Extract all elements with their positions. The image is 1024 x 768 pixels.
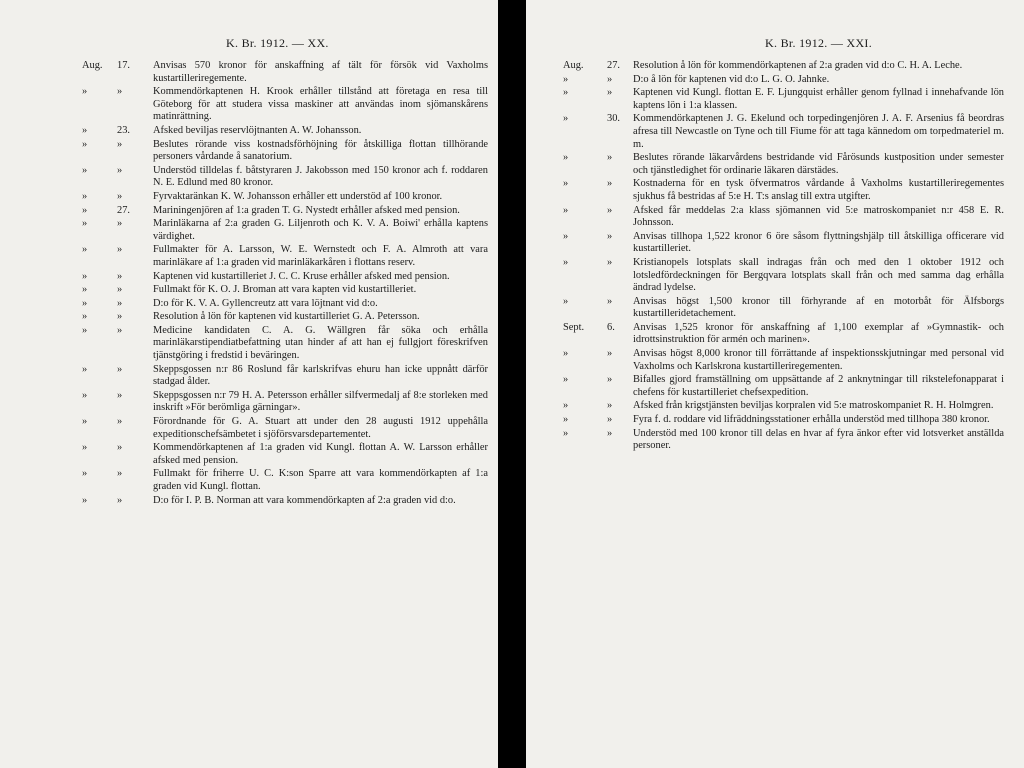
entry-day: 27. <box>607 60 620 71</box>
entry-day: » <box>117 218 123 230</box>
entry-text: Marinläkarna af 2:a graden G. Liljenroth och K. V. A. Boiwi' erhålla kaptens värdighet. <box>153 218 488 242</box>
entry-row <box>563 414 1004 427</box>
entry-text: Kristianopels lotsplats skall indragas från och med den 1 oktober 1912 och lotsledfördeckningen för Bergqvara lotsplats skall från och med samma dag erhålla ändrad lydelse. <box>633 256 1004 294</box>
entry-text: Resolution å lön för kommendörkaptenen af 2:a graden vid d:o C. H. A. Leche. <box>633 60 963 71</box>
entry-month: » <box>563 295 569 307</box>
entry-row <box>82 86 488 124</box>
entry-month: » <box>82 204 88 216</box>
entry-day: » <box>607 230 613 242</box>
entry-month: Aug. <box>563 60 584 71</box>
entry-text: Kommendörkaptenen J. G. Ekelund och torpedingenjören J. A. F. Arsenius få beordras afresa till Newcastle on Tyne och till Fiume för att taga kännedom om torpedmateriel m. m. <box>633 113 1004 150</box>
entry-day: » <box>607 152 613 164</box>
entry-month: » <box>82 270 88 282</box>
entry-text: Understöd med 100 kronor till delas en hvar af fyra änkor efter vid lotsverket anställda personer. <box>633 427 1004 452</box>
entry-month: Sept. <box>563 321 585 333</box>
entry-day: » <box>117 389 123 401</box>
entry-row <box>82 244 488 269</box>
entry-row <box>563 205 1004 230</box>
entry-list <box>563 60 1004 453</box>
entry-month: » <box>563 414 569 426</box>
right-page <box>526 0 1024 768</box>
entry-day: » <box>607 295 613 307</box>
entry-month: » <box>82 218 88 230</box>
entry-row <box>563 428 1004 453</box>
entry-text: Afsked får meddelas 2:a klass sjömannen vid 5:e matroskompaniet n:r 458 E. R. Johnsson. <box>633 204 1004 229</box>
entry-text: Bifalles gjord framställning om uppsättande af 2 anknytningar till rikstelefonapparat i chefens för kustartilleriet chefsexpedition. <box>633 374 1004 398</box>
entry-day: » <box>117 270 123 282</box>
entry-month: » <box>82 468 88 480</box>
entry-month: » <box>82 494 88 506</box>
entry-text: Beslutes rörande viss kostnadsförhöjning för åtskilliga flottan tillhörande personers vårdande å sanatorium. <box>153 138 488 163</box>
entry-row <box>82 390 488 415</box>
entry-day: » <box>117 284 123 296</box>
entry-day: » <box>607 178 613 190</box>
entry-day: 17. <box>117 60 130 71</box>
entry-month: » <box>82 138 88 150</box>
entry-text: Anvisas högst 1,500 kronor till förhyrande af en motorbåt för Älfsborgs kustartilleridetachement. <box>633 295 1004 320</box>
entry-row <box>82 442 488 467</box>
entry-day: » <box>117 494 123 506</box>
entry-month: » <box>82 244 88 256</box>
entry-row <box>82 125 488 138</box>
entry-text: Anvisas högst 8,000 kronor till förrättande af inspektionsskjutningar med personal vid Vaxholms och Karlskrona kustartilleriregementen. <box>633 348 1004 372</box>
entry-row <box>563 400 1004 413</box>
entry-day: 23. <box>117 124 130 136</box>
entry-row <box>563 113 1004 151</box>
entry-row <box>82 165 488 190</box>
entry-row <box>82 139 488 164</box>
entry-month: » <box>82 284 88 296</box>
entry-row <box>563 296 1004 321</box>
entry-month: » <box>563 374 569 386</box>
entry-text: Kommendörkaptenen H. Krook erhåller tillstånd att företaga en resa till Göteborg för att studera vissa maskiner att användas inom sjömanskårens matinrättning. <box>153 86 488 123</box>
entry-month: » <box>563 427 569 439</box>
entry-day: » <box>607 374 613 386</box>
entry-text: Fullmakter för A. Larsson, W. E. Wernstedt och F. A. Almroth att vara marinläkare af 1:a graden vid marinläkarkåren i flottans reserv. <box>153 244 488 268</box>
entry-month: » <box>563 256 569 268</box>
entry-text: Kaptenen vid Kungl. flottan E. F. Ljungquist erhåller genom fyllnad i innehafvande lön kaptens lön i 1:a klassen. <box>633 87 1004 111</box>
entry-day: » <box>117 86 123 98</box>
page-header: K. Br. 1912. — XX. <box>226 36 329 50</box>
entry-list <box>82 60 488 507</box>
entry-month: » <box>82 190 88 202</box>
entry-text: Beslutes rörande läkarvårdens bestridande vid Fårösunds kustposition under semester och tjänstledighet för ordinarie läkaren därstädes. <box>633 152 1004 176</box>
entry-row <box>563 257 1004 295</box>
left-page <box>0 0 498 768</box>
entry-month: » <box>82 389 88 401</box>
entry-row <box>563 87 1004 112</box>
entry-month: » <box>563 87 569 99</box>
entry-month: » <box>82 416 88 428</box>
entry-row <box>563 178 1004 203</box>
entry-day: » <box>117 138 123 150</box>
entry-day: » <box>607 427 613 439</box>
entry-row <box>82 218 488 243</box>
entry-row <box>563 374 1004 399</box>
entry-text: Kaptenen vid kustartilleriet J. C. C. Kruse erhåller afsked med pension. <box>153 270 450 282</box>
entry-text: D:o å lön för kaptenen vid d:o L. G. O. Jahnke. <box>633 73 830 85</box>
entry-row <box>82 468 488 493</box>
entry-day: » <box>117 190 123 202</box>
entry-row <box>563 231 1004 256</box>
entry-text: Understöd tilldelas f. båtstyraren J. Jakobsson med 150 kronor ach f. roddaren N. E. Edlund med 80 kronor. <box>153 164 488 189</box>
entry-text: Afsked från krigstjänsten beviljas korpralen vid 5:e matroskompaniet R. H. Holmgren. <box>633 400 994 412</box>
entry-text: Fullmakt för K. O. J. Broman att vara kapten vid kustartilleriet. <box>153 284 417 296</box>
entry-row <box>563 74 1004 87</box>
entry-month: » <box>563 152 569 164</box>
entry-text: Kommendörkaptenen af 1:a graden vid Kungl. flottan A. W. Larsson erhåller afsked med pension. <box>153 442 488 466</box>
entry-text: Medicine kandidaten C. A. G. Wällgren får söka och erhålla marinläkarstipendiatbefattning utan hinder af att han ej fullgjort föreskrifven tjänstgöring i fredstid i beväringen. <box>153 324 488 362</box>
entry-day: » <box>117 244 123 256</box>
entry-text: Fullmakt för friherre U. C. K:son Sparre att vara kommendörkapten af 1:a graden vid Kungl. flottan. <box>153 468 488 492</box>
entry-text: Afsked beviljas reservlöjtnanten A. W. Johansson. <box>153 124 362 136</box>
entry-month: » <box>82 124 88 136</box>
entry-row <box>82 271 488 284</box>
entry-month: » <box>563 230 569 242</box>
entry-text: Skeppsgossen n:r 79 H. A. Petersson erhåller silfvermedalj af 8:e storleken med inskrift »För berömliga gärningar». <box>153 389 488 414</box>
entry-day: » <box>607 400 613 412</box>
entry-text: Mariningenjören af 1:a graden T. G. Nystedt erhåller afsked med pension. <box>153 204 460 216</box>
entry-day: » <box>117 442 123 454</box>
entry-row <box>563 322 1004 347</box>
entry-day: » <box>607 87 613 99</box>
entry-row <box>82 298 488 311</box>
page-header: K. Br. 1912. — XXI. <box>765 36 873 50</box>
entry-text: Fyra f. d. roddare vid lifräddningsstationer erhålla understöd med tillhopa 380 kronor. <box>633 414 990 426</box>
entry-text: Anvisas 570 kronor för anskaffning af tält för försök vid Vaxholms kustartilleriregemente. <box>153 60 488 84</box>
entry-day: » <box>117 324 123 336</box>
entry-row <box>82 325 488 363</box>
entry-row <box>563 60 1004 73</box>
entry-day: » <box>607 348 613 360</box>
entry-text: Kostnaderna för en tysk öfvermatros vårdande å Vaxholms kustartilleriregementes sjukhus få bestridas af 5:e H. T:s anslag till extra utgifter. <box>633 178 1004 202</box>
entry-text: Förordnande för G. A. Stuart att under den 28 augusti 1912 uppehålla expeditionschefsämbetet i sjöförsvarsdepartementet. <box>153 416 488 440</box>
entry-row <box>82 495 488 508</box>
entry-row <box>563 152 1004 177</box>
entry-day: » <box>607 256 613 268</box>
entry-month: » <box>82 324 88 336</box>
entry-day: 6. <box>607 321 615 333</box>
entry-month: » <box>563 113 569 125</box>
entry-day: » <box>117 468 123 480</box>
entry-text: D:o för K. V. A. Gyllencreutz att vara löjtnant vid d:o. <box>153 297 378 309</box>
entry-month: » <box>82 164 88 176</box>
entry-month: » <box>82 86 88 98</box>
entry-month: » <box>563 348 569 360</box>
entry-month: » <box>563 400 569 412</box>
entry-day: » <box>117 311 123 323</box>
entry-row <box>82 364 488 389</box>
entry-text: Anvisas 1,525 kronor för anskaffning af 1,100 exemplar af »Gymnastik- och idrottsinstruktion för armén och marinen». <box>633 321 1004 346</box>
entry-day: » <box>117 164 123 176</box>
entry-month: » <box>563 204 569 216</box>
entry-row <box>82 191 488 204</box>
entry-month: » <box>563 178 569 190</box>
entry-day: » <box>117 363 123 375</box>
entry-day: 27. <box>117 204 130 216</box>
entry-row <box>82 416 488 441</box>
entry-month: » <box>82 311 88 323</box>
entry-day: » <box>117 297 123 309</box>
entry-day: » <box>117 416 123 428</box>
entry-text: Anvisas tillhopa 1,522 kronor 6 öre såsom flyttningshjälp till åtskilliga officerare vid kustartilleriet. <box>633 230 1004 255</box>
entry-month: Aug. <box>82 60 103 71</box>
entry-month: » <box>563 73 569 85</box>
entry-text: Skeppsgossen n:r 86 Roslund får karlskrifvas ehuru han icke uppnått därför stadgad ålder. <box>153 363 488 388</box>
entry-day: » <box>607 204 613 216</box>
entry-day: » <box>607 414 613 426</box>
entry-month: » <box>82 442 88 454</box>
entry-row <box>82 311 488 324</box>
entry-day: 30. <box>607 113 620 125</box>
entry-text: D:o för I. P. B. Norman att vara kommendörkapten af 2:a graden vid d:o. <box>153 494 456 506</box>
entry-row <box>82 60 488 85</box>
entry-month: » <box>82 363 88 375</box>
entry-row <box>563 348 1004 373</box>
entry-text: Fyrvaktaränkan K. W. Johansson erhåller ett understöd af 100 kronor. <box>153 190 443 202</box>
entry-text: Resolution å lön för kaptenen vid kustartilleriet G. A. Petersson. <box>153 311 420 323</box>
entry-month: » <box>82 297 88 309</box>
entry-day: » <box>607 73 613 85</box>
entry-row <box>82 205 488 218</box>
entry-row <box>82 284 488 297</box>
